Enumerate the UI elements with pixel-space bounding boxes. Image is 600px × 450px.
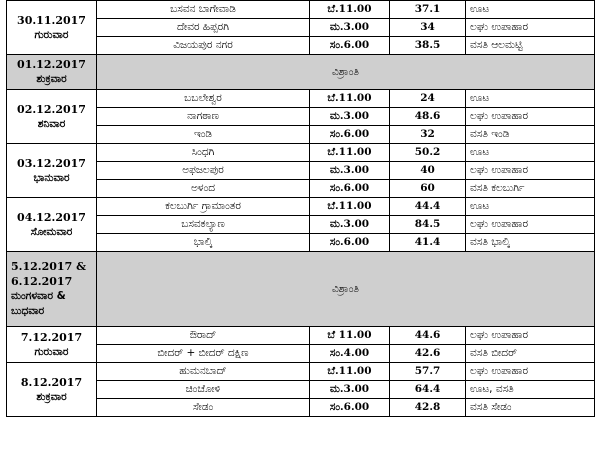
table-row [7, 144, 595, 162]
place-cell: ನಾಗಠಾಣ [97, 108, 310, 126]
distance-cell: 38.5 [390, 37, 466, 55]
rest-label: ವಿಶ್ರಾಂತಿ [97, 55, 595, 90]
rest-label: ವಿಶ್ರಾಂತಿ [97, 252, 595, 327]
time-cell: ಮ.3.00 [310, 216, 390, 234]
place-cell: ಕಲಬುರ್ಗಿ ಗ್ರಾಮಾಂತರ [97, 198, 310, 216]
activity-cell: ವಸತಿ ಭಾಲ್ಕಿ [466, 234, 595, 252]
activity-cell: ವಸತಿ ಸೇಡಂ [466, 399, 595, 417]
date-cell: 30.11.2017 ಗುರುವಾರ [7, 1, 97, 55]
place-cell: ಅಫಜಲಪುರ [97, 162, 310, 180]
distance-cell: 32 [390, 126, 466, 144]
time-cell: ಬೆ.11.00 [310, 90, 390, 108]
date-cell: 5.12.2017 & 6.12.2017 ಮಂಗಳವಾರ & ಬುಧವಾರ [7, 252, 97, 327]
table-row [7, 327, 595, 345]
place-cell: ಬಸವನ ಬಾಗೇವಾಡಿ [97, 1, 310, 19]
date-cell: 04.12.2017 ಸೋಮವಾರ [7, 198, 97, 252]
time-cell: ಮ.3.00 [310, 162, 390, 180]
date-cell: 7.12.2017 ಗುರುವಾರ [7, 327, 97, 363]
time-cell: ಸಂ.6.00 [310, 234, 390, 252]
activity-cell: ಊಟ [466, 1, 595, 19]
place-cell: ಔರಾದ್ [97, 327, 310, 345]
place-cell: ಸೇಡಂ [97, 399, 310, 417]
time-cell: ಬೆ 11.00 [310, 327, 390, 345]
distance-cell: 50.2 [390, 144, 466, 162]
activity-cell: ಊಟ [466, 90, 595, 108]
activity-cell: ವಸತಿ ಆಲಮಟ್ಟಿ [466, 37, 595, 55]
rest-day-row [7, 252, 595, 327]
distance-cell: 40 [390, 162, 466, 180]
time-cell: ಸಂ.4.00 [310, 345, 390, 363]
table-row [7, 363, 595, 381]
date-cell: 8.12.2017 ಶುಕ್ರವಾರ [7, 363, 97, 417]
place-cell: ಬೀದರ್ + ಬೀದರ್ ದಕ್ಷಿಣ [97, 345, 310, 363]
activity-cell: ಲಘು ಉಪಾಹಾರ [466, 19, 595, 37]
distance-cell: 44.6 [390, 327, 466, 345]
distance-cell: 64.4 [390, 381, 466, 399]
distance-cell: 37.1 [390, 1, 466, 19]
date-cell: 03.12.2017 ಭಾನುವಾರ [7, 144, 97, 198]
time-cell: ಬೆ.11.00 [310, 144, 390, 162]
time-cell: ಸಂ.6.00 [310, 126, 390, 144]
place-cell: ಹುಮನಬಾದ್ [97, 363, 310, 381]
distance-cell: 34 [390, 19, 466, 37]
place-cell: ಚಿಂಚೋಳಿ [97, 381, 310, 399]
distance-cell: 60 [390, 180, 466, 198]
place-cell: ದೇವರ ಹಿಪ್ಪರಗಿ [97, 19, 310, 37]
place-cell: ಅಳಂದ [97, 180, 310, 198]
place-cell: ಬಸವಕಲ್ಯಾಣ [97, 216, 310, 234]
distance-cell: 44.4 [390, 198, 466, 216]
time-cell: ಸಂ.6.00 [310, 180, 390, 198]
rest-day-row [7, 55, 595, 90]
table-row [7, 1, 595, 19]
time-cell: ಬೆ.11.00 [310, 198, 390, 216]
time-cell: ಸಂ.6.00 [310, 37, 390, 55]
time-cell: ಮ.3.00 [310, 19, 390, 37]
place-cell: ಭಾಲ್ಕಿ [97, 234, 310, 252]
distance-cell: 42.8 [390, 399, 466, 417]
activity-cell: ವಸತಿ ಇಂಡಿ [466, 126, 595, 144]
place-cell: ವಿಜಯಪುರ ನಗರ [97, 37, 310, 55]
distance-cell: 41.4 [390, 234, 466, 252]
distance-cell: 57.7 [390, 363, 466, 381]
time-cell: ಸಂ.6.00 [310, 399, 390, 417]
place-cell: ಸಿಂಧಗಿ [97, 144, 310, 162]
place-cell: ಬಬಲೇಶ್ವರ [97, 90, 310, 108]
distance-cell: 48.6 [390, 108, 466, 126]
time-cell: ಬೆ.11.00 [310, 363, 390, 381]
time-cell: ಮ.3.00 [310, 108, 390, 126]
date-cell: 01.12.2017 ಶುಕ್ರವಾರ [7, 55, 97, 90]
activity-cell: ಊಟ [466, 144, 595, 162]
activity-cell: ಲಘು ಉಪಾಹಾರ [466, 327, 595, 345]
date-cell: 02.12.2017 ಶನಿವಾರ [7, 90, 97, 144]
distance-cell: 24 [390, 90, 466, 108]
time-cell: ಮ.3.00 [310, 381, 390, 399]
activity-cell: ವಸತಿ ಬೀದರ್ [466, 345, 595, 363]
table-row [7, 198, 595, 216]
activity-cell: ಲಘು ಉಪಾಹಾರ [466, 162, 595, 180]
place-cell: ಇಂಡಿ [97, 126, 310, 144]
tour-schedule-table [6, 0, 595, 417]
activity-cell: ಊಟ [466, 198, 595, 216]
activity-cell: ಲಘು ಉಪಾಹಾರ [466, 216, 595, 234]
distance-cell: 42.6 [390, 345, 466, 363]
time-cell: ಬೆ.11.00 [310, 1, 390, 19]
table-row [7, 90, 595, 108]
activity-cell: ಊಟ, ವಸತಿ [466, 381, 595, 399]
activity-cell: ಲಘು ಉಪಾಹಾರ [466, 363, 595, 381]
distance-cell: 84.5 [390, 216, 466, 234]
activity-cell: ವಸತಿ ಕಲಬುರ್ಗಿ [466, 180, 595, 198]
activity-cell: ಲಘು ಉಪಾಹಾರ [466, 108, 595, 126]
